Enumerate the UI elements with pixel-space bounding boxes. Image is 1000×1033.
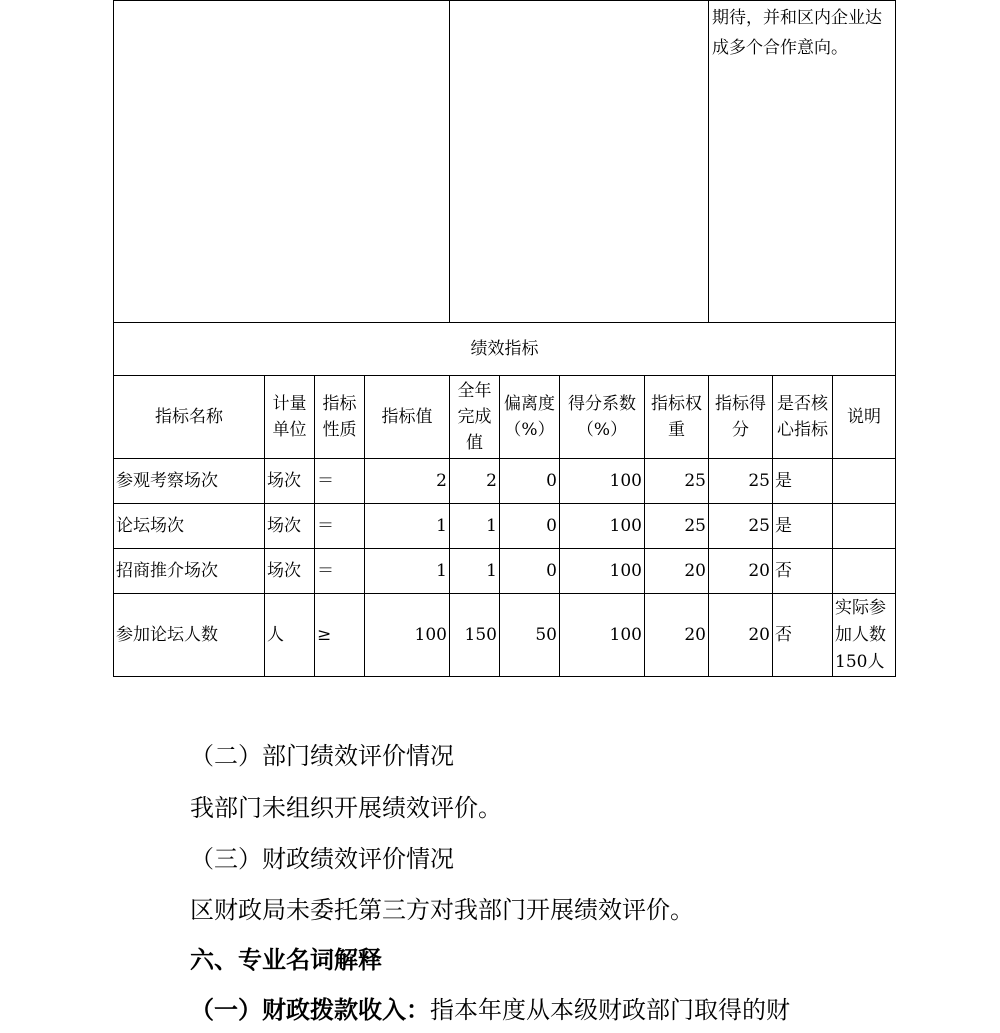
section-body: 我部门未组织开展绩效评价。 — [190, 794, 502, 822]
table-row — [114, 549, 896, 594]
column-header: 指标值 — [365, 376, 450, 459]
core-cell: 是 — [773, 504, 833, 549]
deviation-cell: 50 — [500, 594, 560, 677]
score-cell: 25 — [709, 504, 773, 549]
indicator-name: 参加论坛人数 — [114, 594, 265, 677]
table-cell — [450, 1, 709, 323]
column-header: 指标权重 — [645, 376, 709, 459]
note-cell — [833, 459, 896, 504]
indicator-name: 招商推介场次 — [114, 549, 265, 594]
column-header: 是否核心指标 — [773, 376, 833, 459]
unit-cell: 场次 — [265, 504, 315, 549]
deviation-cell: 0 — [500, 504, 560, 549]
deviation-cell: 0 — [500, 549, 560, 594]
definition-item — [190, 994, 790, 1026]
top-note-cell: 期待，并和区内企业达成多个合作意向。 — [709, 1, 896, 323]
coef-cell: 100 — [560, 459, 645, 504]
table-row — [114, 323, 896, 376]
nature-cell: ≥ — [315, 594, 365, 677]
core-cell: 否 — [773, 594, 833, 677]
performance-table — [113, 0, 896, 677]
score-cell: 25 — [709, 459, 773, 504]
coef-cell: 100 — [560, 504, 645, 549]
section-heading: （三）财政绩效评价情况 — [190, 845, 454, 873]
coef-cell: 100 — [560, 594, 645, 677]
note-cell: 实际参加人数150人 — [833, 594, 896, 677]
target-cell: 1 — [365, 549, 450, 594]
column-header-row — [114, 376, 896, 459]
table-row — [114, 504, 896, 549]
actual-cell: 1 — [450, 504, 500, 549]
target-cell: 100 — [365, 594, 450, 677]
column-header: 得分系数（%） — [560, 376, 645, 459]
actual-cell: 150 — [450, 594, 500, 677]
column-header: 指标名称 — [114, 376, 265, 459]
unit-cell: 人 — [265, 594, 315, 677]
table-row — [114, 1, 896, 323]
chapter-heading: 六、专业名词解释 — [190, 946, 382, 974]
column-header: 计量单位 — [265, 376, 315, 459]
definition-text: 指本年度从本级财政部门取得的财 — [430, 996, 790, 1024]
core-cell: 否 — [773, 549, 833, 594]
section-title-cell: 绩效指标 — [114, 323, 896, 376]
score-cell: 20 — [709, 549, 773, 594]
indicator-name: 论坛场次 — [114, 504, 265, 549]
coef-cell: 100 — [560, 549, 645, 594]
definition-label: （一）财政拨款收入： — [190, 995, 430, 1024]
table-row — [114, 594, 896, 677]
weight-cell: 25 — [645, 504, 709, 549]
nature-cell: ＝ — [315, 459, 365, 504]
column-header: 说明 — [833, 376, 896, 459]
actual-cell: 2 — [450, 459, 500, 504]
table-row — [114, 459, 896, 504]
column-header: 全年完成值 — [450, 376, 500, 459]
deviation-cell: 0 — [500, 459, 560, 504]
unit-cell: 场次 — [265, 459, 315, 504]
section-body: 区财政局未委托第三方对我部门开展绩效评价。 — [190, 896, 694, 924]
column-header: 偏离度（%） — [500, 376, 560, 459]
weight-cell: 25 — [645, 459, 709, 504]
target-cell: 2 — [365, 459, 450, 504]
weight-cell: 20 — [645, 549, 709, 594]
score-cell: 20 — [709, 594, 773, 677]
note-cell — [833, 504, 896, 549]
weight-cell: 20 — [645, 594, 709, 677]
nature-cell: ＝ — [315, 549, 365, 594]
column-header: 指标性质 — [315, 376, 365, 459]
table-cell — [114, 1, 450, 323]
core-cell: 是 — [773, 459, 833, 504]
note-cell — [833, 549, 896, 594]
nature-cell: ＝ — [315, 504, 365, 549]
unit-cell: 场次 — [265, 549, 315, 594]
target-cell: 1 — [365, 504, 450, 549]
section-heading: （二）部门绩效评价情况 — [190, 742, 454, 770]
column-header: 指标得分 — [709, 376, 773, 459]
actual-cell: 1 — [450, 549, 500, 594]
indicator-name: 参观考察场次 — [114, 459, 265, 504]
